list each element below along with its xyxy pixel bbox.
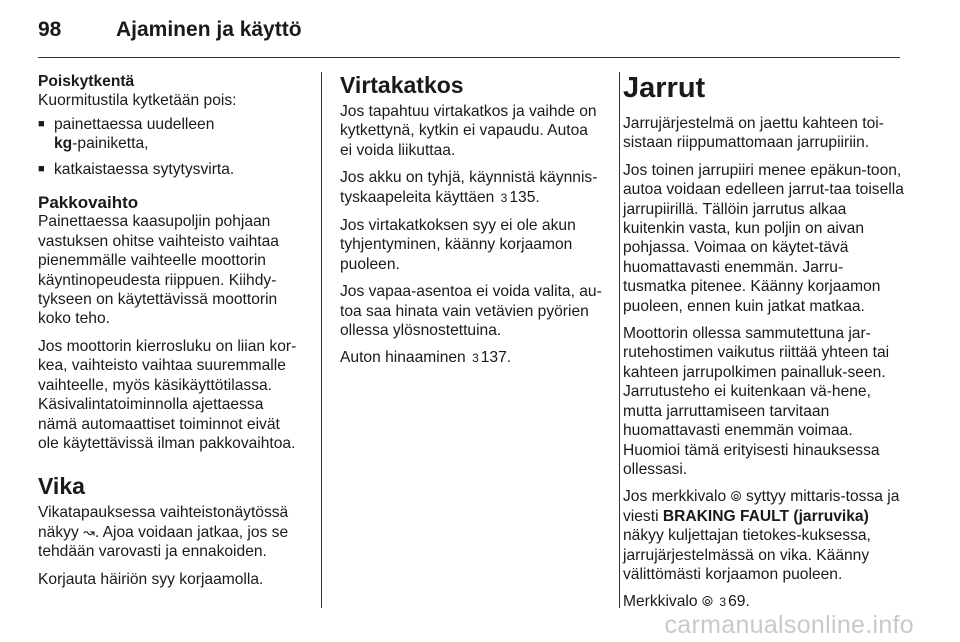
paragraph: Painettaessa kaasupoljin pohjaan vastuksen ohitse vaihteisto vaihtaa pienemmälle vaihteelle moottorin käyntinopeudesta riippuen. Kiihdy-tykseen on käytettävissä moottorin koko teho. (38, 213, 279, 328)
list-item: ■ katkaistaessa sytytysvirta. (38, 160, 304, 179)
watermark: carmanualsonline.info (664, 611, 914, 639)
page-ref-icon: 3 (472, 351, 479, 366)
bullet-list (38, 115, 304, 179)
page-header (38, 14, 900, 48)
section-title-jarrut: Jarrut (623, 72, 706, 104)
column-1 (38, 72, 304, 597)
paragraph: Jos moottorin kierrosluku on liian kor-kea, vaihteisto vaihtaa suuremmalle vaihteelle, myös käsikäyttötilassa. Käsivalintatoiminnolla ajettaessa nämä automaattiset toiminnot eivät ole käytettävissä ilman pakkovaihtoa. (38, 337, 297, 452)
paragraph: Kuormitustila kytketään pois: (38, 92, 237, 110)
paragraph: Vikatapauksessa vaihteistonäytössä näkyy ↝. Ajoa voidaan jatkaa, jos se tehdään varovasti ja ennakoiden. (38, 504, 289, 561)
page-link[interactable]: 135. (509, 188, 540, 206)
list-item: ■ painettaessa uudelleen kg-painiketta, (38, 115, 304, 154)
section-title-vika: Vika (38, 473, 85, 500)
column-3 (623, 72, 905, 621)
section-title-pakkovaihto: Pakkovaihto (38, 193, 139, 213)
section-title-poiskytkenta: Poiskytkentä (38, 73, 135, 90)
paragraph: Jarrujärjestelmä on jaettu kahteen toi-sistaan riippumattomaan jarrupiiriin. (623, 115, 884, 152)
page-ref-icon: 3 (719, 595, 727, 610)
paragraph: Jos toinen jarrupiiri menee epäkun-toon, autoa voidaan edelleen jarrut-taa toisella jarrupiirillä. Tällöin jarrutus alkaa kuitenkin vasta, kun poljin on aivan pohjassa. Voimaa on käytet-tävä huomattavasti enemmän. Jarru-tusmatka pitenee. Käänny korjaamon puoleen, ennen kuin jatkat matkaa. (623, 161, 904, 315)
section-title-virtakatkos: Virtakatkos (340, 72, 464, 98)
column-divider-2 (619, 72, 620, 608)
kg-button-label: kg (54, 135, 73, 153)
paragraph: Jos akku on tyhjä, käynnistä käynnis-tyskaapeleita käyttäen 3 135. (340, 168, 604, 208)
column-2 (340, 72, 604, 377)
paragraph: Merkkivalo ⦾ 3 69. (623, 592, 905, 612)
paragraph: Auton hinaaminen 3 137. (340, 348, 604, 368)
page-ref-icon: 3 (500, 190, 508, 205)
column-divider-1 (321, 72, 322, 608)
paragraph: Jos merkkivalo ⦾ syttyy mittaris-tossa ja viesti BRAKING FAULT (jarruvika) näkyy kuljettajan tietokes-kuksessa, jarrujärjestelmässä on vika. Käänny välittömästi korjaamon puoleen. (623, 488, 900, 583)
brake-warning-icon: ⦾ (730, 488, 742, 505)
paragraph: Moottorin ollessa sammutettuna jar-rutehostimen vaikutus riittää yhteen tai kahteen jarrupolkimen painalluk-seen. Jarrutusteho ei kuitenkaan vä-hene, mutta jarruttamiseen tarvitaan huomattavasti enemmän voimaa. Huomioi tämä erityisesti hinauksessa ollessasi. (623, 325, 890, 478)
paragraph: Jos tapahtuu virtakatkos ja vaihde on kytkettynä, kytkin ei vapaudu. Autoa ei voida liikuttaa. (340, 103, 597, 159)
paragraph: Jos virtakatkoksen syy ei ole akun tyhjentyminen, käänny korjaamon puoleen. (340, 217, 576, 273)
gear-fault-icon: ↝ (83, 523, 95, 540)
paragraph: Korjauta häiriön syy korjaamolla. (38, 570, 264, 588)
message-label: BRAKING FAULT (jarruvika) (662, 507, 869, 525)
page-title: Ajaminen ja käyttö (116, 18, 302, 41)
paragraph: Jos vapaa-asentoa ei voida valita, au-toa saa hinata vain vetävien pyörien ollessa ylösnostettuina. (340, 283, 602, 340)
brake-warning-icon: ⦾ (701, 593, 714, 610)
header-divider (38, 57, 900, 58)
page-number: 98 (38, 18, 62, 41)
page-link[interactable]: 69. (728, 593, 750, 611)
page-link[interactable]: 137. (480, 349, 512, 367)
